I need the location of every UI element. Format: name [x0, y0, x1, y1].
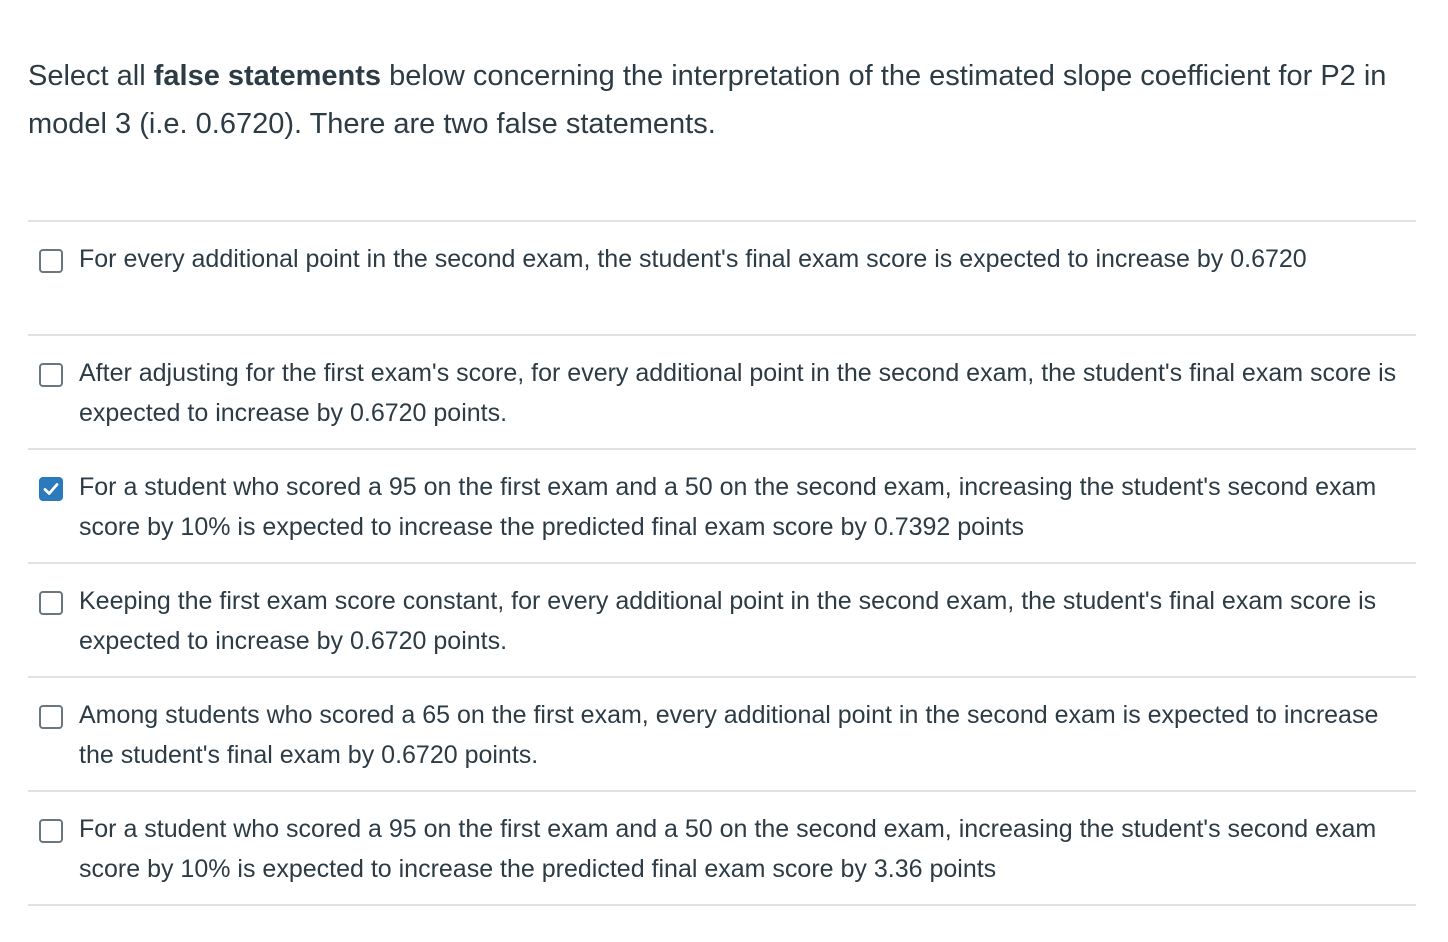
checkbox-icon[interactable] — [39, 249, 63, 273]
answer-option-1-label: For every additional point in the second exam, the student's final exam score is expected to increase by 0.6720 — [79, 245, 1307, 273]
answer-option-4[interactable] — [28, 564, 1416, 678]
answer-option-6-label: For a student who scored a 95 on the first exam and a 50 on the second exam, increasing the student's second exam score by 10% is expected to increase the predicted final exam score by 3.36 points — [79, 815, 1377, 883]
checkbox-icon[interactable] — [39, 705, 63, 729]
prompt-emphasis: false statements — [153, 60, 382, 92]
prompt-text-end: below concerning the interpretation of the estimated slope coefficient for P2 in model 3 (i.e. 0.6720). There are two false statements. — [28, 60, 1387, 140]
answer-list — [28, 220, 1416, 906]
checkbox-icon[interactable] — [39, 819, 63, 843]
checkbox-icon[interactable] — [39, 363, 63, 387]
question-prompt — [28, 52, 1418, 148]
answer-option-2-label: After adjusting for the first exam's score, for every additional point in the second exam, the student's final exam score is expected to increase by 0.6720 points. — [79, 359, 1397, 427]
answer-option-3[interactable] — [28, 450, 1416, 564]
question-block — [28, 52, 1418, 906]
answer-option-6[interactable] — [28, 792, 1416, 906]
prompt-text-start: Select all — [28, 60, 154, 92]
checkbox-icon[interactable] — [39, 477, 63, 501]
checkbox-icon[interactable] — [39, 591, 63, 615]
checkmark-icon — [42, 480, 60, 498]
answer-option-5-label: Among students who scored a 65 on the first exam, every additional point in the second exam is expected to increase the student's final exam by 0.6720 points. — [79, 701, 1379, 769]
answer-option-2[interactable] — [28, 336, 1416, 450]
answer-option-3-label: For a student who scored a 95 on the first exam and a 50 on the second exam, increasing the student's second exam score by 10% is expected to increase the predicted final exam score by 0.7392 points — [79, 473, 1377, 541]
answer-option-1[interactable] — [28, 222, 1416, 336]
answer-option-5[interactable] — [28, 678, 1416, 792]
answer-option-4-label: Keeping the first exam score constant, for every additional point in the second exam, the student's final exam score is expected to increase by 0.6720 points. — [79, 587, 1377, 655]
